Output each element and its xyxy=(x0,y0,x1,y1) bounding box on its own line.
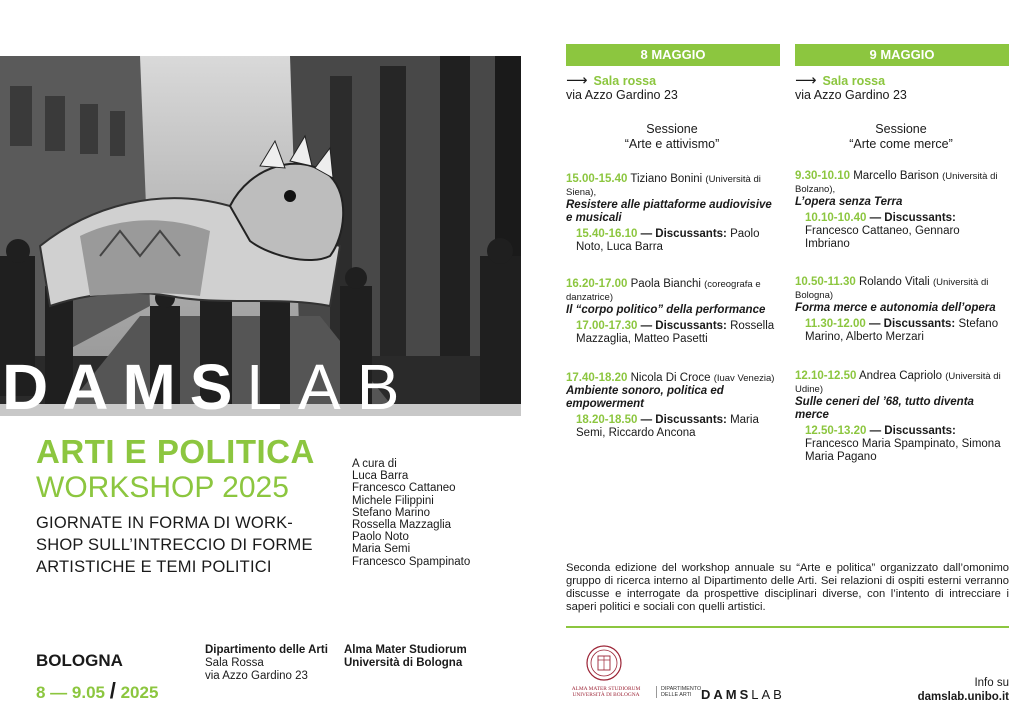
curator-name: Paolo Noto xyxy=(352,531,409,544)
venue-title: Dipartimento delle Arti xyxy=(205,644,328,656)
poster-subtitle: WORKSHOP 2025 xyxy=(36,471,289,504)
uni-line: Alma Mater Studiorum xyxy=(344,644,467,656)
disc-time: 15.40-16.10 xyxy=(576,228,638,240)
session-title: “Arte e attivismo” xyxy=(624,137,720,151)
talk-title: Sulle ceneri del ’68, tutto diventa merce xyxy=(795,396,974,421)
poster-title: ARTI E POLITICA xyxy=(36,433,315,470)
day-header-1: 8 MAGGIO xyxy=(566,44,780,66)
department-logo-text: DIPARTIMENTO DELLE ARTI xyxy=(656,686,696,698)
curator-name: Francesco Spampinato xyxy=(352,555,471,568)
dates-main: 8 — 9.05 xyxy=(36,683,105,702)
talk-title: Il “corpo politico” della performance xyxy=(566,304,766,316)
day2-session xyxy=(795,122,1007,152)
disc-time: 18.20-18.50 xyxy=(576,414,638,426)
uni-line: Università di Bologna xyxy=(344,657,463,669)
talk-affiliation: (Università di Bologna) xyxy=(795,277,989,301)
city-name: BOLOGNA xyxy=(36,651,123,670)
session-label: Sessione xyxy=(646,122,698,136)
university-block xyxy=(344,644,467,670)
talk-item xyxy=(566,372,778,440)
disc-time: 17.00-17.30 xyxy=(576,320,638,332)
talk-item xyxy=(795,170,1007,251)
talk-time: 17.40-18.20 xyxy=(566,372,628,384)
talk-item xyxy=(795,370,1007,464)
talk-discussants xyxy=(566,228,778,254)
info-label: Info su xyxy=(974,677,1009,689)
session-label: Sessione xyxy=(875,122,927,136)
arrow-right-icon: ⟶ xyxy=(566,72,588,89)
talk-speaker: Andrea Capriolo xyxy=(858,370,943,382)
talk-item xyxy=(566,173,778,254)
curator-name: Rossella Mazzaglia xyxy=(352,519,452,532)
tagline-line: SHOP SULL’INTRECCIO DI FORME xyxy=(36,536,313,554)
talk-affiliation: (Università di Siena), xyxy=(566,174,761,198)
university-seal-text: ALMA MATER STUDIORUM UNIVERSITÀ DI BOLOGNA xyxy=(571,686,641,698)
arrow-right-icon: ⟶ xyxy=(795,72,817,89)
venue-address: via Azzo Gardino 23 xyxy=(205,670,308,682)
disc-names: Stefano Marino, Alberto Merzari xyxy=(805,318,999,343)
day2-room xyxy=(795,74,907,102)
room-address: via Azzo Gardino 23 xyxy=(795,88,907,102)
disc-time: 12.50-13.20 xyxy=(805,425,867,437)
talk-speaker: Marcello Barison xyxy=(853,170,939,182)
damslab-logo-small xyxy=(701,687,785,702)
talk-time: 10.50-11.30 xyxy=(795,276,856,288)
curators-block xyxy=(352,458,470,568)
logo-light-part: LAB xyxy=(246,351,416,423)
logo-bold-part: DAMS xyxy=(701,687,752,702)
talk-discussants xyxy=(795,425,1007,464)
talk-affiliation: (Università di Udine) xyxy=(795,371,1001,395)
tagline-line: ARTISTICHE E TEMI POLITICI xyxy=(36,558,272,576)
disc-names: Rossella Mazzaglia, Matteo Pasetti xyxy=(576,320,775,345)
talk-discussants xyxy=(795,212,1007,251)
talk-item xyxy=(566,278,778,346)
disc-label: — Discussants: xyxy=(868,318,956,330)
disc-label: — Discussants: xyxy=(869,425,956,437)
room-name: Sala rossa xyxy=(822,74,886,88)
disc-names: Maria Semi, Riccardo Ancona xyxy=(576,414,759,439)
session-title: “Arte come merce” xyxy=(849,137,953,151)
curator-name: Stefano Marino xyxy=(352,506,430,519)
curator-name: Luca Barra xyxy=(352,470,409,483)
disc-time: 11.30-12.00 xyxy=(805,318,866,330)
info-block xyxy=(918,676,1009,704)
venue-room: Sala Rossa xyxy=(205,657,264,669)
curator-name: Michele Filippini xyxy=(352,494,434,507)
day1-room xyxy=(566,74,678,102)
talk-speaker: Tiziano Bonini xyxy=(630,173,703,185)
dates-year: 2025 xyxy=(120,683,159,702)
talk-discussants xyxy=(566,414,778,440)
disc-names: Paolo Noto, Luca Barra xyxy=(576,228,760,253)
disc-names: Francesco Cattaneo, Gennaro Imbriano xyxy=(805,225,960,250)
event-dates xyxy=(36,678,158,704)
talk-title: Forma merce e autonomia dell’opera xyxy=(795,302,996,314)
talk-time: 16.20-17.00 xyxy=(566,278,628,290)
talk-title: Ambiente sonoro, politica ed empowerment xyxy=(566,385,724,410)
disc-names: Francesco Maria Spampinato, Simona Maria Pagano xyxy=(805,438,1001,463)
room-address: via Azzo Gardino 23 xyxy=(566,88,678,102)
disc-label: — Discussants: xyxy=(640,228,727,240)
disc-label: — Discussants: xyxy=(640,320,727,332)
curator-name: Maria Semi xyxy=(352,543,411,556)
curator-name: Francesco Cattaneo xyxy=(352,482,456,495)
info-link[interactable]: damslab.unibo.it xyxy=(917,691,1009,703)
day-header-2: 9 MAGGIO xyxy=(795,44,1009,66)
disc-time: 10.10-10.40 xyxy=(805,212,867,224)
logo-light-part: LAB xyxy=(751,687,785,702)
room-name: Sala rossa xyxy=(593,74,657,88)
disc-label: — Discussants: xyxy=(640,414,727,426)
talk-speaker: Paola Bianchi xyxy=(630,278,701,290)
talk-speaker: Nicola Di Croce xyxy=(630,372,711,384)
dates-slash: / xyxy=(109,678,116,703)
talk-discussants xyxy=(795,318,1007,344)
talk-affiliation: (Iuav Venezia) xyxy=(713,373,775,384)
day1-session xyxy=(566,122,778,152)
talk-item xyxy=(795,276,1007,344)
venue-block xyxy=(205,644,328,683)
damslab-logo-large xyxy=(2,351,523,423)
workshop-description: Seconda edizione del workshop annuale su “Arte e politica” organizzato dall’omonimo gruppo di ricerca interno al Dipartimento delle Arti. Sei relazioni di ospiti esterni verranno discusse e interrogate da prospettive disciplinari diverse, con l’intento di intrecciare i saperi politici e sociali con quelli artistici. xyxy=(566,562,1009,613)
talk-discussants xyxy=(566,320,778,346)
talk-title: Resistere alle piattaforme audiovisive e musicali xyxy=(566,199,772,224)
divider xyxy=(566,626,1009,628)
talk-time: 9.30-10.10 xyxy=(795,170,850,182)
disc-label: — Discussants: xyxy=(869,212,956,224)
talk-time: 15.00-15.40 xyxy=(566,173,628,185)
talk-title: L’opera senza Terra xyxy=(795,196,903,208)
talk-affiliation: (coreografa e danzatrice) xyxy=(566,279,761,303)
tagline-line: GIORNATE IN FORMA DI WORK- xyxy=(36,514,293,532)
talk-speaker: Rolando Vitali xyxy=(858,276,930,288)
talk-affiliation: (Università di Bolzano), xyxy=(795,171,998,195)
university-seal-icon xyxy=(586,645,622,681)
curated-label: A cura di xyxy=(352,458,397,470)
talk-time: 12.10-12.50 xyxy=(795,370,857,382)
poster-tagline xyxy=(36,512,336,578)
logo-bold-part: DAMS xyxy=(2,351,247,423)
